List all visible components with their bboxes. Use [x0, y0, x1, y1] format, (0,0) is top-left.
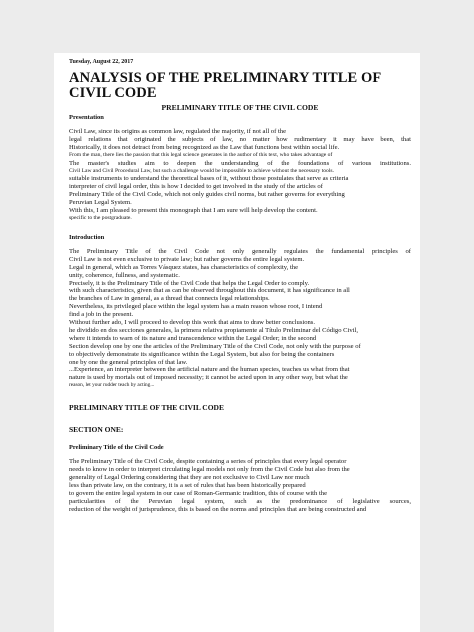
title-line-1: ANALYSIS OF THE PRELIMINARY TITLE OF: [69, 70, 382, 86]
document-subtitle: PRELIMINARY TITLE OF THE CIVIL CODE: [161, 103, 319, 112]
text-line: one by one the general principles of that law.: [69, 358, 188, 366]
text-line: nature is used by mortals out of imposed necessity; it cannot be acted upon in any other way, but what the: [69, 374, 348, 382]
text-line: he dividido en dos secciones generales, la primera relativa propiamente al Título Preliminar del Código Civil,: [69, 326, 359, 334]
text-line: Legal in general, which as Torres Vásquez states, has characteristics of complexity, the: [69, 263, 299, 271]
document-page: [54, 53, 420, 632]
section-one-body: [69, 458, 411, 513]
text-line: Civil Law, since its origins as common law, regulated the majority, if not all of the: [69, 128, 286, 135]
post-date: Tuesday, August 22, 2017: [69, 59, 134, 65]
text-line: needs to know in order to interpret circulating legal models not only from the Civil Code but also from the: [69, 466, 350, 474]
text-line: unity, coherence, fullness, and systematic.: [69, 271, 180, 279]
text-line: reason, let your rudder teach by acting...: [69, 382, 155, 389]
text-line: The Preliminary Title of the Civil Code not only generally regulates the fundamental principles of: [69, 247, 411, 255]
section-one-subheading: Preliminary Title of the Civil Code: [69, 444, 164, 452]
text-line: Peruvian Legal System.: [69, 199, 132, 207]
document-content: [69, 59, 411, 514]
text-line: less than private law, on the contrary, it is a set of rules that has been historically prepared: [69, 481, 306, 489]
text-line: to govern the entire legal system in our case of Roman-Germanic tradition, this of course with the: [69, 489, 327, 497]
text-line: ...Experience, an interpreter between the artificial nature and the human species, teaches us what from that: [69, 366, 350, 374]
introduction-body: [69, 248, 411, 390]
text-line: interpreter of civil legal order, this is how I decided to get involved in the study of the articles of: [69, 183, 323, 191]
text-line: find a job in the present.: [69, 311, 134, 319]
text-line: Nevertheless, its privileged place within the legal system has a main reason whose root, I intend: [69, 303, 323, 311]
text-line: From the man, there lies the passion that this legal science generates in the author of this text, who takes advantage of: [69, 151, 333, 158]
text-line: where it intends to warn of its nature and transcendence within the Legal Order; in the second: [69, 334, 317, 342]
text-line: to objectively demonstrate its significance within the Legal System, but also for being the containers: [69, 350, 335, 358]
text-line: Civil Law is not even exclusive to private law; but rather governs the entire legal system.: [69, 255, 305, 263]
text-line: The master's studies aim to deepen the understanding of the foundations of various institutions.: [69, 159, 411, 167]
text-line: the branches of Law in general, as a thread that connects legal relationships.: [69, 295, 270, 303]
text-line: Preliminary Title of the Civil Code, which not only guides civil norms, but rather governs for everything: [69, 191, 345, 199]
presentation-heading: Presentation: [69, 114, 104, 121]
text-line: Without further ado, I will proceed to develop this work that aims to draw better conclusions.: [69, 319, 316, 327]
text-line: particularities of the Peruvian legal system, such as the predominance of legislative sources,: [69, 497, 411, 505]
text-line: specific to the postgraduate.: [69, 214, 132, 221]
text-line: legal relations that originated the subjects of law, no matter how rudimentary it may have been, that: [69, 135, 411, 143]
text-line: Precisely, it is the Preliminary Title of the Civil Code that helps the Legal Order to comply.: [69, 279, 310, 287]
text-line: With this, I am pleased to present this monograph that I am sure will help develop the content.: [69, 207, 318, 215]
section-one-heading: SECTION ONE:: [69, 425, 124, 435]
text-line: generality of Legal Ordering considering that they are not exclusive to Civil Law nor much: [69, 474, 310, 481]
presentation-body: [69, 128, 411, 223]
document-title: [69, 71, 411, 101]
text-line: Historically, it does not detract from being recognized as the Law that functions best within social life.: [69, 143, 340, 151]
text-line: The Preliminary Title of the Civil Code, despite containing a series of principles that every legal operator: [69, 458, 347, 466]
text-line: Section develop one by one the articles of the Preliminary Title of the Civil Code, not only with the purpose of: [69, 342, 361, 350]
text-line: suitable instruments to understand the theoretical bases of it, without those postulates that serve as criteria: [69, 175, 349, 183]
text-line: with such characteristics, given that as can be observed throughout this document, it has significance in all: [69, 287, 350, 295]
preliminary-title-heading: PRELIMINARY TITLE OF THE CIVIL CODE: [69, 403, 224, 413]
text-line: Civil Law and Civil Procedural Law, but such a challenge would be impossible to achieve without the necessary tools.: [69, 167, 334, 174]
title-line-2: CIVIL CODE: [69, 85, 157, 101]
text-line: reduction of the weight of jurisprudence, this is based on the norms and principles that are being constructed and: [69, 505, 367, 513]
introduction-heading: Introduction: [69, 233, 105, 241]
